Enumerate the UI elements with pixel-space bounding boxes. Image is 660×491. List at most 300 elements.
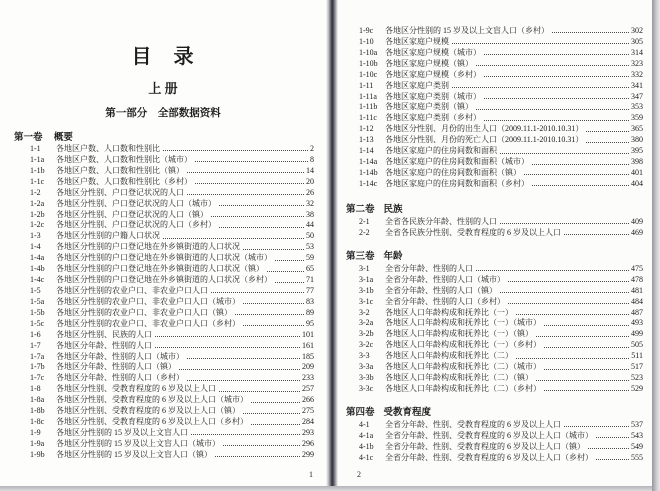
entry-number: 2-2 xyxy=(359,227,370,237)
dot-leader xyxy=(187,194,304,195)
entry-title: 各地区分性别的户籍人口状况 xyxy=(56,231,160,241)
entry-number: 2-1 xyxy=(359,217,370,226)
entry-number: 1-5c xyxy=(30,318,45,328)
section-heading xyxy=(346,404,643,417)
dot-leader xyxy=(195,183,304,184)
toc-entry xyxy=(30,155,314,166)
entry-title: 各地区人口年龄构成和抚养比（二）（镇） xyxy=(385,373,533,383)
entry-title: 各地区分性别的农业户口、非农业户口人口（镇） xyxy=(56,307,232,317)
entry-number: 1-5b xyxy=(30,307,45,317)
entry-page: 305 xyxy=(631,36,643,46)
entry-number: 3-3c xyxy=(359,383,374,393)
dot-leader xyxy=(564,426,629,427)
entry-page: 299 xyxy=(302,449,314,459)
dot-leader xyxy=(187,358,300,359)
entry-title: 各地区分性别、月份的出生人口（2009.11.1-2010.10.31） xyxy=(385,124,584,134)
toc-entry xyxy=(30,373,314,384)
entry-page: 529 xyxy=(631,383,643,393)
dot-leader xyxy=(275,260,304,261)
dot-leader xyxy=(544,325,629,326)
dot-leader xyxy=(452,43,629,44)
entry-page: 499 xyxy=(631,329,643,339)
toc-entry xyxy=(359,308,643,319)
dot-leader xyxy=(191,434,300,435)
entry-number: 3-1a xyxy=(359,274,374,284)
dot-leader xyxy=(516,314,629,315)
dot-leader xyxy=(586,131,629,132)
entry-page: 380 xyxy=(631,135,643,145)
page-edge-bottom xyxy=(0,486,652,491)
toc-entry xyxy=(30,330,314,341)
entry-number: 1-9 xyxy=(30,427,41,437)
toc-entry xyxy=(30,220,314,231)
entry-number: 1-5 xyxy=(30,285,41,295)
entry-title: 全省分年龄、性别、受教育程度的 6 岁及以上人口（城市） xyxy=(385,430,593,440)
entry-title: 各地区分性别的 15 岁及以上文盲人口 xyxy=(56,427,188,437)
toc-entry xyxy=(359,351,643,362)
toc-entry xyxy=(359,146,643,157)
entry-page: 59 xyxy=(306,253,314,263)
toc-entry xyxy=(30,384,314,395)
toc-entry xyxy=(30,319,314,330)
toc-entry xyxy=(359,157,643,168)
entry-title: 各地区家庭户类别（乡村） xyxy=(385,113,481,123)
dot-leader xyxy=(251,402,300,403)
entry-number: 1-14c xyxy=(359,178,378,188)
toc-list-section xyxy=(359,420,643,464)
entry-page: 359 xyxy=(631,113,643,123)
toc-entry xyxy=(30,286,314,297)
entry-page: 83 xyxy=(306,296,314,306)
entry-page: 8 xyxy=(310,154,314,164)
dot-leader xyxy=(211,292,304,293)
dot-leader xyxy=(219,205,304,206)
toc-entry xyxy=(30,177,314,188)
entry-number: 1-7b xyxy=(30,362,45,372)
dot-leader xyxy=(476,109,629,110)
toc-list-section xyxy=(359,264,643,395)
toc-entry xyxy=(359,264,643,275)
entry-page: 475 xyxy=(631,263,643,273)
entry-page: 395 xyxy=(631,146,643,156)
entry-page: 314 xyxy=(631,47,643,57)
left-page xyxy=(0,0,326,486)
dot-leader xyxy=(215,456,300,457)
toc-entry xyxy=(30,210,314,221)
entry-page: 95 xyxy=(306,318,314,328)
dot-leader xyxy=(243,413,300,414)
dot-leader xyxy=(508,281,629,282)
toc-title: 目 录 xyxy=(131,46,195,68)
toc-entry xyxy=(30,406,314,417)
entry-number: 1-8b xyxy=(30,406,45,416)
entry-number: 1-10c xyxy=(359,69,378,79)
entry-page: 89 xyxy=(306,307,314,317)
dot-leader xyxy=(187,172,304,173)
toc-entry xyxy=(359,81,643,92)
dot-leader xyxy=(588,448,629,449)
toc-entry xyxy=(30,242,314,253)
entry-title: 全省分年龄、性别、受教育程度的 6 岁及以上人口 xyxy=(385,419,561,429)
toc-entry xyxy=(359,135,643,146)
entry-title: 各地区家庭户类别（镇） xyxy=(385,102,473,112)
entry-page: 296 xyxy=(302,438,314,448)
toc-entry xyxy=(30,439,314,450)
section-heading-vol1 xyxy=(14,129,73,143)
entry-page: 323 xyxy=(631,58,643,68)
dot-leader xyxy=(484,54,629,55)
entry-title: 各地区家庭户规模（城市） xyxy=(385,47,481,57)
toc-entry xyxy=(30,450,314,461)
entry-title: 各地区分性别的户口登记地在外乡镇街道的人口状况（镇） xyxy=(56,264,264,274)
entry-number: 1-4c xyxy=(30,275,45,285)
dot-leader xyxy=(267,271,304,272)
dot-leader xyxy=(516,358,629,359)
dot-leader xyxy=(596,459,629,460)
entry-number: 1-4 xyxy=(30,242,41,252)
toc-entry xyxy=(359,37,643,48)
entry-title: 各地区人口年龄构成和抚养比（一）（乡村） xyxy=(385,340,541,350)
entry-page: 71 xyxy=(306,275,314,285)
section-heading xyxy=(346,201,643,214)
entry-title: 各地区户数、人口数和性别比（乡村） xyxy=(56,176,192,186)
entry-title: 各地区人口年龄构成和抚养比（二） xyxy=(385,351,513,361)
dot-leader xyxy=(476,270,629,271)
dot-leader xyxy=(211,216,304,217)
page-number-right: 2 xyxy=(357,470,361,479)
entry-number: 3-2a xyxy=(359,318,374,328)
section-name: 民族 xyxy=(383,205,403,215)
toc-entry xyxy=(30,275,314,286)
entry-title: 各地区分性别、受教育程度的 6 岁及以上人口（镇） xyxy=(56,406,240,416)
entry-page: 284 xyxy=(302,417,314,427)
toc-entry xyxy=(359,340,643,351)
entry-page: 481 xyxy=(631,285,643,295)
toc-list-left xyxy=(30,144,314,461)
dot-leader xyxy=(243,303,304,304)
toc-entry xyxy=(30,362,314,373)
dot-leader xyxy=(500,292,629,293)
entry-number: 3-2 xyxy=(359,307,370,317)
entry-number: 3-1 xyxy=(359,263,370,273)
dot-leader xyxy=(163,150,308,151)
entry-number: 1-8c xyxy=(30,417,45,427)
entry-page: 549 xyxy=(631,441,643,451)
entry-number: 1-7 xyxy=(30,340,41,350)
dot-leader xyxy=(500,223,629,224)
entry-number: 1-10a xyxy=(359,47,378,57)
entry-page: 543 xyxy=(631,430,643,440)
entry-page: 50 xyxy=(306,231,314,241)
entry-page: 404 xyxy=(631,178,643,188)
page-number-left: 1 xyxy=(309,470,313,479)
dot-leader xyxy=(243,325,304,326)
toc-entry xyxy=(359,113,643,124)
entry-title: 各地区分性别、户口登记状况的人口（镇） xyxy=(56,209,208,219)
toc-entry xyxy=(359,362,643,373)
dot-leader xyxy=(179,369,300,370)
toc-sections xyxy=(346,192,643,464)
toc-entry xyxy=(359,442,643,453)
dot-leader xyxy=(524,174,629,175)
toc-entry xyxy=(30,308,314,319)
toc-entry xyxy=(30,188,314,199)
dot-leader xyxy=(452,87,629,88)
dot-leader xyxy=(219,227,304,228)
dot-leader xyxy=(552,32,629,33)
entry-page: 332 xyxy=(631,69,643,79)
entry-title: 各地区户数、人口数和性别比（镇） xyxy=(56,165,184,175)
entry-page: 484 xyxy=(631,296,643,306)
entry-number: 1-9c xyxy=(359,26,374,35)
entry-number: 1-14 xyxy=(359,146,374,156)
dot-leader xyxy=(532,185,629,186)
dot-leader xyxy=(500,153,629,154)
entry-page: 233 xyxy=(302,373,314,383)
entry-page: 77 xyxy=(306,285,314,295)
entry-number: 4-1 xyxy=(359,419,370,429)
section-label: 第三卷 xyxy=(346,251,375,262)
entry-number: 1-2b xyxy=(30,209,45,219)
dot-leader xyxy=(155,336,300,337)
toc-entry xyxy=(359,420,643,431)
entry-title: 各地区家庭户规模 xyxy=(385,36,449,46)
dot-leader xyxy=(155,347,300,348)
dot-leader xyxy=(596,437,629,438)
toc-entry xyxy=(30,253,314,264)
entry-title: 各地区分年龄、性别的人口（城市） xyxy=(56,351,184,361)
toc-entry xyxy=(359,48,643,59)
entry-number: 1-4a xyxy=(30,253,45,263)
entry-title: 各地区分性别、户口登记状况的人口 xyxy=(56,187,184,197)
entry-title: 各地区人口年龄构成和抚养比（一） xyxy=(385,307,513,317)
section-label: 第一卷 xyxy=(14,133,43,143)
dot-leader xyxy=(484,98,629,99)
entry-page: 161 xyxy=(302,340,314,350)
entry-number: 1-4b xyxy=(30,264,45,274)
entry-number: 1-2 xyxy=(30,187,41,197)
toc-entry xyxy=(359,275,643,286)
section-label: 第二卷 xyxy=(346,205,375,215)
entry-number: 1-5a xyxy=(30,296,45,306)
dot-leader xyxy=(508,303,629,304)
dot-leader xyxy=(275,282,304,283)
dot-leader xyxy=(544,369,629,370)
toc-entry xyxy=(359,124,643,135)
entry-title: 各地区分性别、月份的死亡人口（2009.11.1-2010.10.31） xyxy=(385,135,584,145)
entry-title: 全省分年龄、性别、受教育程度的 6 岁及以上人口（乡村） xyxy=(385,452,593,462)
section-label: 第四卷 xyxy=(346,407,375,418)
toc-list-section xyxy=(359,217,643,239)
entry-page: 53 xyxy=(306,242,314,252)
entry-number: 1-8a xyxy=(30,395,45,405)
dot-leader xyxy=(536,380,629,381)
entry-title: 各地区人口年龄构成和抚养比（一）（城市） xyxy=(385,318,541,328)
entry-title: 全省各民族分年龄、性别的人口 xyxy=(385,217,497,226)
entry-page: 409 xyxy=(631,217,643,226)
entry-title: 各地区户数、人口数和性别比（城市） xyxy=(56,154,192,164)
toc-entry xyxy=(30,231,314,242)
entry-title: 各地区人口年龄构成和抚养比（一）（镇） xyxy=(385,329,533,339)
toc-entry xyxy=(359,102,643,113)
entry-number: 3-2c xyxy=(359,340,374,350)
toc-entry xyxy=(30,428,314,439)
entry-title: 各地区分性别、民族的人口 xyxy=(56,329,152,339)
entry-title: 各地区人口年龄构成和抚养比（二）（城市） xyxy=(385,362,541,372)
dot-leader xyxy=(484,120,629,121)
toc-entry xyxy=(359,228,643,239)
entry-page: 14 xyxy=(306,165,314,175)
entry-page: 44 xyxy=(306,220,314,230)
entry-number: 3-3 xyxy=(359,351,370,361)
entry-number: 1-2c xyxy=(30,220,45,230)
entry-title: 各地区分年龄、性别的人口 xyxy=(56,340,152,350)
entry-title: 各地区分性别、受教育程度的 6 岁及以上人口 xyxy=(56,384,216,394)
entry-number: 1-11 xyxy=(359,80,374,90)
toc-entry xyxy=(30,144,314,155)
dot-leader xyxy=(163,238,304,239)
entry-number: 1-11c xyxy=(359,113,377,123)
entry-page: 487 xyxy=(631,307,643,317)
entry-page: 2 xyxy=(310,144,314,153)
entry-title: 各地区家庭户规模（乡村） xyxy=(385,69,481,79)
toc-entry xyxy=(359,59,643,70)
toc-entry xyxy=(30,395,314,406)
toc-entry xyxy=(359,373,643,384)
entry-page: 347 xyxy=(631,91,643,101)
entry-title: 各地区分性别的农业户口、非农业户口人口 xyxy=(56,285,208,295)
entry-title: 各地区分年龄、性别的人口（乡村） xyxy=(56,373,184,383)
entry-page: 365 xyxy=(631,124,643,134)
right-page xyxy=(338,0,652,486)
entry-title: 全省各民族分性别、受教育程度的 6 岁及以上人口 xyxy=(385,227,561,237)
entry-page: 302 xyxy=(631,26,643,35)
dot-leader xyxy=(187,380,300,381)
page-edge-right xyxy=(652,0,660,491)
entry-number: 1-13 xyxy=(359,135,374,145)
entry-title: 各地区分性别的户口登记地在外乡镇街道的人口状况（乡村） xyxy=(56,275,272,285)
toc-entry xyxy=(359,453,643,464)
entry-number: 1-10b xyxy=(359,58,378,68)
dot-leader xyxy=(195,161,308,162)
entry-page: 505 xyxy=(631,340,643,350)
entry-page: 266 xyxy=(302,395,314,405)
entry-title: 各地区家庭户的住房间数和面积（镇） xyxy=(385,167,521,177)
entry-title: 各地区分性别的 15 岁及以上文盲人口（镇） xyxy=(56,449,212,459)
entry-page: 469 xyxy=(631,227,643,237)
entry-number: 1-10 xyxy=(359,36,374,46)
toc-entry xyxy=(359,286,643,297)
dot-leader xyxy=(219,391,300,392)
toc-entry xyxy=(30,264,314,275)
entry-page: 398 xyxy=(631,157,643,167)
dot-leader xyxy=(544,390,629,391)
entry-number: 3-2b xyxy=(359,329,374,339)
entry-title: 各地区分性别、受教育程度的 6 岁及以上人口（乡村） xyxy=(56,417,248,427)
dot-leader xyxy=(476,65,629,66)
entry-title: 各地区人口年龄构成和抚养比（二）（乡村） xyxy=(385,383,541,393)
entry-title: 各地区家庭户的住房间数和面积（乡村） xyxy=(385,178,529,188)
entry-number: 1-1c xyxy=(30,176,45,186)
entry-title: 各地区分性别、户口登记状况的人口（城市） xyxy=(56,198,216,208)
entry-page: 341 xyxy=(631,80,643,90)
entry-number: 3-1b xyxy=(359,285,374,295)
entry-number: 4-1b xyxy=(359,441,374,451)
entry-number: 1-14b xyxy=(359,167,378,177)
entry-title: 全省分年龄、性别、受教育程度的 6 岁及以上人口（镇） xyxy=(385,441,585,451)
entry-page: 101 xyxy=(302,329,314,339)
toc-entry xyxy=(359,384,643,395)
dot-leader xyxy=(544,347,629,348)
part-title: 第一部分 全部数据资料 xyxy=(105,108,221,119)
dot-leader xyxy=(223,445,300,446)
toc-entry xyxy=(30,341,314,352)
dot-leader xyxy=(235,314,304,315)
dot-leader xyxy=(243,249,304,250)
entry-title: 各地区分性别的户口登记地在外乡镇街道的人口状况（城市） xyxy=(56,253,272,263)
entry-number: 1-9b xyxy=(30,449,45,459)
entry-number: 1-1b xyxy=(30,165,45,175)
entry-page: 209 xyxy=(302,362,314,372)
section-name: 受教育程度 xyxy=(383,407,432,418)
dot-leader xyxy=(251,424,300,425)
entry-page: 38 xyxy=(306,209,314,219)
entry-page: 478 xyxy=(631,274,643,284)
entry-number: 1-8 xyxy=(30,384,41,394)
entry-page: 523 xyxy=(631,373,643,383)
entry-number: 1-11b xyxy=(359,102,378,112)
entry-number: 1-1 xyxy=(30,144,41,153)
entry-number: 1-9a xyxy=(30,438,45,448)
entry-page: 275 xyxy=(302,406,314,416)
entry-page: 26 xyxy=(306,187,314,197)
entry-number: 3-3a xyxy=(359,362,374,372)
entry-page: 257 xyxy=(302,384,314,394)
entry-number: 1-12 xyxy=(359,124,374,134)
entry-title: 各地区家庭户规模（镇） xyxy=(385,58,473,68)
toc-entry xyxy=(359,26,643,37)
toc-entry xyxy=(30,199,314,210)
entry-title: 各地区分性别的 15 岁及以上文盲人口（城市） xyxy=(56,438,220,448)
entry-title: 各地区家庭户类别 xyxy=(385,80,449,90)
entry-number: 1-7c xyxy=(30,373,45,383)
dot-leader xyxy=(532,164,629,165)
entry-page: 353 xyxy=(631,102,643,112)
section-name: 概要 xyxy=(53,133,73,143)
entry-number: 3-3b xyxy=(359,373,374,383)
entry-number: 1-1a xyxy=(30,154,45,164)
entry-number: 1-11a xyxy=(359,91,377,101)
entry-number: 1-2a xyxy=(30,198,45,208)
entry-number: 1-3 xyxy=(30,231,41,241)
entry-title: 各地区家庭户的住房间数和面积（城市） xyxy=(385,157,529,167)
toc-entry xyxy=(359,329,643,340)
entry-page: 555 xyxy=(631,452,643,462)
entry-title: 各地区家庭户的住房间数和面积 xyxy=(385,146,497,156)
entry-page: 293 xyxy=(302,427,314,437)
entry-number: 3-1c xyxy=(359,296,374,306)
dot-leader xyxy=(484,76,629,77)
entry-title: 全省分年龄、性别的人口（镇） xyxy=(385,285,497,295)
toc-entry xyxy=(359,168,643,179)
dot-leader xyxy=(564,234,629,235)
entry-page: 185 xyxy=(302,351,314,361)
entry-number: 4-1a xyxy=(359,430,374,440)
entry-title: 全省分年龄、性别的人口 xyxy=(385,263,473,273)
dot-leader xyxy=(536,336,629,337)
entry-page: 401 xyxy=(631,167,643,177)
entry-page: 517 xyxy=(631,362,643,372)
